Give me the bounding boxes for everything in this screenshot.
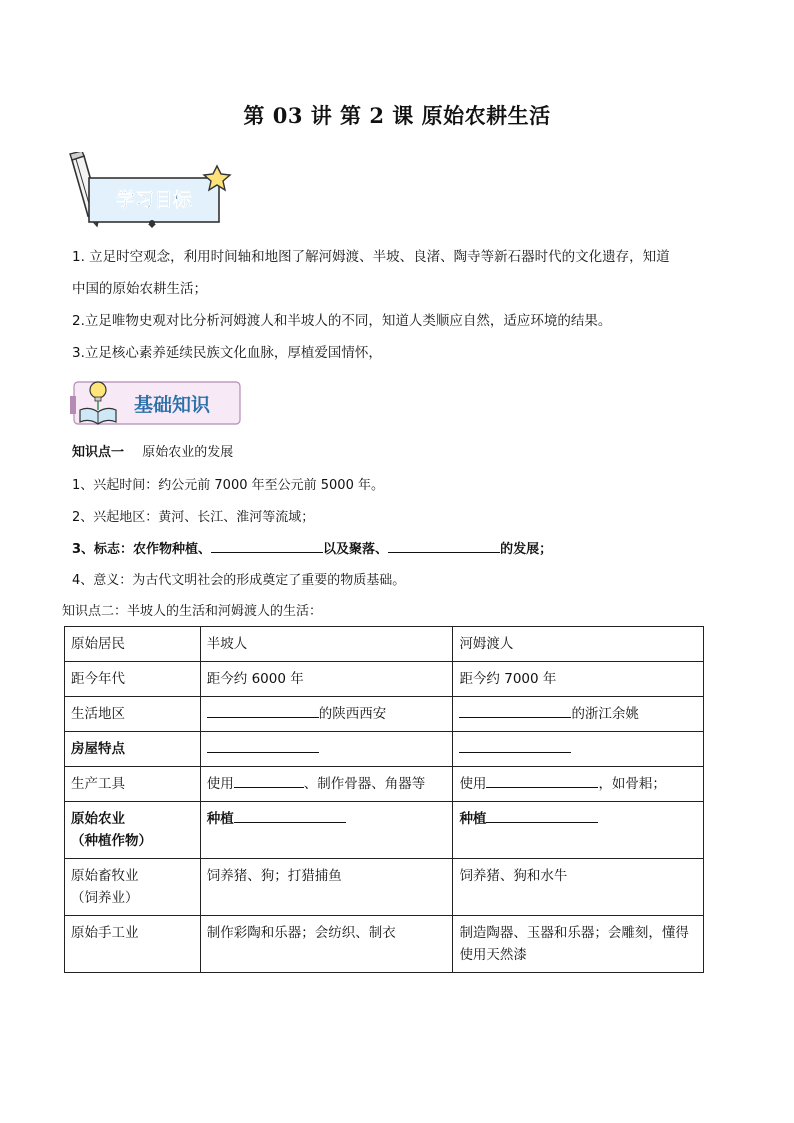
table-cell bbox=[200, 732, 453, 767]
table-cell: 距今年代 bbox=[65, 662, 201, 697]
table-cell: 原始居民 bbox=[65, 627, 201, 662]
kp1-title: 原始农业的发展 bbox=[142, 445, 234, 460]
table-row bbox=[65, 859, 704, 916]
cell-text: 种植 bbox=[206, 811, 234, 827]
table-cell bbox=[453, 732, 704, 767]
table-row bbox=[65, 916, 704, 973]
cell-text: 使用 bbox=[459, 776, 487, 792]
cell-text: 使用 bbox=[206, 776, 234, 792]
kp1-label: 知识点一 bbox=[72, 445, 125, 460]
kp1-line-4: 4、意义：为古代文明社会的形成奠定了重要的物质基础。 bbox=[72, 573, 406, 588]
blank-fill[interactable] bbox=[388, 538, 500, 553]
goal-item-1-cont: 中国的原始农耕生活； bbox=[72, 281, 207, 297]
blank-fill[interactable] bbox=[234, 808, 346, 823]
goal-item-2: 2.立足唯物史观对比分析河姆渡人和半坡人的不同，知道人类顺应自然，适应环境的结果。 bbox=[72, 313, 612, 329]
table-cell: 生产工具 bbox=[65, 767, 201, 802]
blank-fill[interactable] bbox=[459, 738, 571, 753]
table-cell: 饲养猪、狗；打猎捕鱼 bbox=[200, 859, 453, 916]
table-cell bbox=[200, 802, 453, 859]
goal-item-1: 1. 立足时空观念，利用时间轴和地图了解河姆渡、半坡、良渚、陶寺等新石器时代的文化遗存，知道 bbox=[72, 249, 670, 265]
table-row bbox=[65, 627, 704, 662]
cell-text: 的陕西西安 bbox=[318, 706, 387, 722]
table-row bbox=[65, 662, 704, 697]
table-cell: 半坡人 bbox=[200, 627, 453, 662]
knowledge-point-1 bbox=[72, 442, 233, 464]
blank-fill[interactable] bbox=[486, 773, 598, 788]
blank-fill[interactable] bbox=[207, 738, 319, 753]
page-title: 第 03 讲 第 2 课 原始农耕生活 bbox=[243, 103, 551, 128]
line3-part-c: 的发展； bbox=[500, 542, 553, 557]
comparison-table bbox=[64, 626, 704, 973]
table-cell bbox=[453, 916, 704, 973]
line3-part-a: 3、标志：农作物种植、 bbox=[72, 542, 212, 557]
table-cell: 距今约 6000 年 bbox=[200, 662, 453, 697]
table-cell: 距今约 7000 年 bbox=[453, 662, 704, 697]
basic-knowledge-badge-text: 基础知识 bbox=[133, 394, 211, 416]
table-cell bbox=[200, 767, 453, 802]
table-cell: 制作彩陶和乐器；会纺织、制衣 bbox=[200, 916, 453, 973]
blank-fill[interactable] bbox=[207, 703, 319, 718]
kp1-line-1: 1、兴起时间：约公元前 7000 年至公元前 5000 年。 bbox=[72, 478, 384, 493]
table-cell bbox=[453, 697, 704, 732]
learning-goals-badge-text: 学习目标 bbox=[115, 189, 193, 211]
table-row bbox=[65, 697, 704, 732]
table-row bbox=[65, 732, 704, 767]
table-cell bbox=[65, 802, 201, 859]
table-cell: 生活地区 bbox=[65, 697, 201, 732]
table-cell bbox=[200, 697, 453, 732]
blank-fill[interactable] bbox=[486, 808, 598, 823]
table-cell bbox=[453, 767, 704, 802]
cell-text: 种植 bbox=[459, 811, 487, 827]
table-cell: 原始手工业 bbox=[65, 916, 201, 973]
table-cell bbox=[65, 859, 201, 916]
table-cell: 河姆渡人 bbox=[453, 627, 704, 662]
cell-text: （饲养业） bbox=[71, 890, 139, 906]
learning-goals-banner bbox=[62, 152, 237, 232]
basic-knowledge-banner bbox=[68, 374, 248, 432]
blank-fill[interactable] bbox=[234, 773, 304, 788]
table-cell bbox=[453, 802, 704, 859]
table-cell: 房屋特点 bbox=[65, 732, 201, 767]
goal-item-3: 3.立足核心素养延续民族文化血脉，厚植爱国情怀， bbox=[72, 345, 382, 361]
knowledge-point-2: 知识点二：半坡人的生活和河姆渡人的生活： bbox=[62, 604, 323, 619]
blank-fill[interactable] bbox=[211, 538, 323, 553]
cell-text: 使用天然漆 bbox=[459, 947, 527, 963]
cell-text: 原始畜牧业 bbox=[71, 868, 139, 884]
kp1-line-2: 2、兴起地区：黄河、长江、淮河等流域； bbox=[72, 510, 315, 525]
cell-text: 、制作骨器、角器等 bbox=[303, 776, 426, 792]
cell-text: 的浙江余姚 bbox=[571, 706, 639, 722]
cell-text: 原始农业 bbox=[71, 811, 125, 827]
table-row bbox=[65, 802, 704, 859]
table-cell: 饲养猪、狗和水牛 bbox=[453, 859, 704, 916]
table-row bbox=[65, 767, 704, 802]
cell-text: （种植作物） bbox=[71, 833, 152, 849]
cell-text: ，如骨耜； bbox=[598, 776, 666, 792]
line3-part-b: 以及聚落、 bbox=[323, 542, 389, 557]
cell-text: 制造陶器、玉器和乐器；会雕刻，懂得 bbox=[459, 925, 689, 941]
kp1-line-3 bbox=[72, 538, 552, 561]
blank-fill[interactable] bbox=[459, 703, 571, 718]
